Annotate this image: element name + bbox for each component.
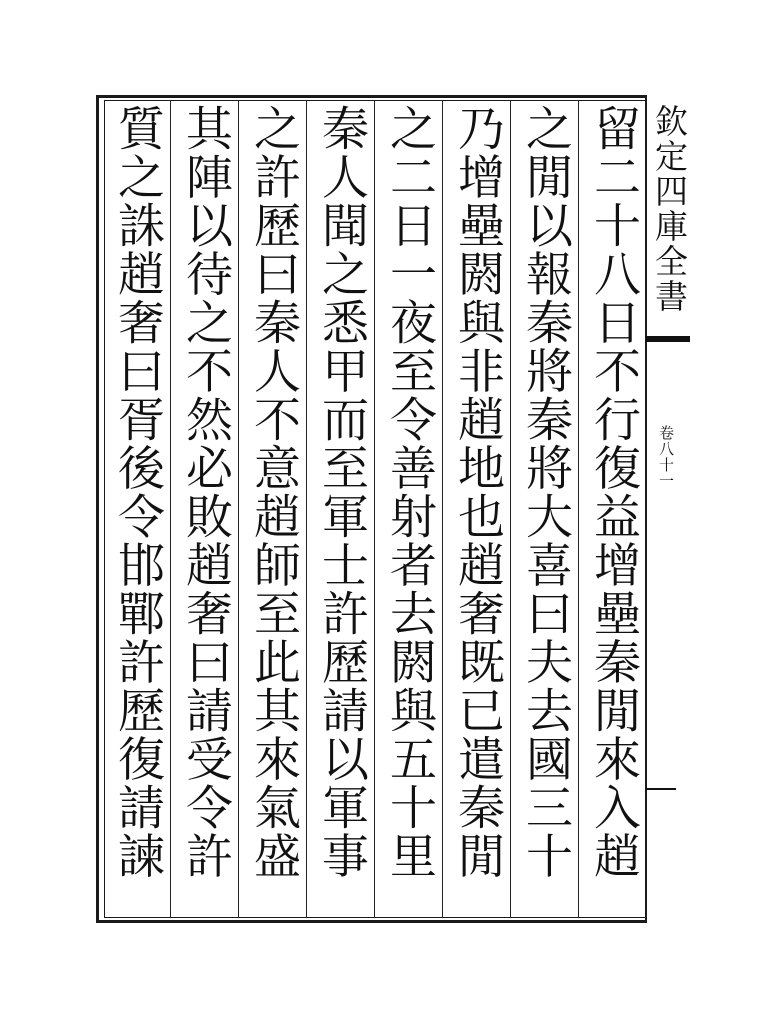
margin-volume-number: 卷八十一 — [657, 425, 675, 489]
column-divider — [442, 100, 443, 918]
text-column-5: 秦人聞之悉甲而至軍士許歷請以軍事 — [314, 104, 369, 880]
column-divider — [170, 100, 171, 918]
fish-tail-mark — [646, 336, 690, 342]
text-column-2: 之閒以報秦將秦將大喜曰夫去國三十 — [518, 104, 573, 880]
text-column-6: 之許歷曰秦人不意趙師至此其來氣盛 — [246, 104, 301, 880]
text-column-3: 乃增壘閼與非趙地也趙奢既已遣秦閒 — [450, 104, 505, 880]
column-divider — [374, 100, 375, 918]
fold-line — [645, 95, 647, 923]
column-divider — [578, 100, 579, 918]
text-column-7: 其陣以待之不然必敗趙奢曰請受令許 — [178, 104, 233, 880]
margin-book-title: 欽定四庫全書 — [650, 104, 689, 314]
text-column-8: 質之誅趙奢曰胥後令邯鄲許歷復請諫 — [110, 104, 165, 880]
text-column-4: 之二日一夜至令善射者去閼與五十里 — [382, 104, 437, 880]
margin-rule — [646, 788, 676, 790]
column-divider — [238, 100, 239, 918]
column-divider — [306, 100, 307, 918]
text-column-1: 留二十八日不行復益增壘秦閒來入趙 — [586, 104, 641, 880]
column-divider — [510, 100, 511, 918]
